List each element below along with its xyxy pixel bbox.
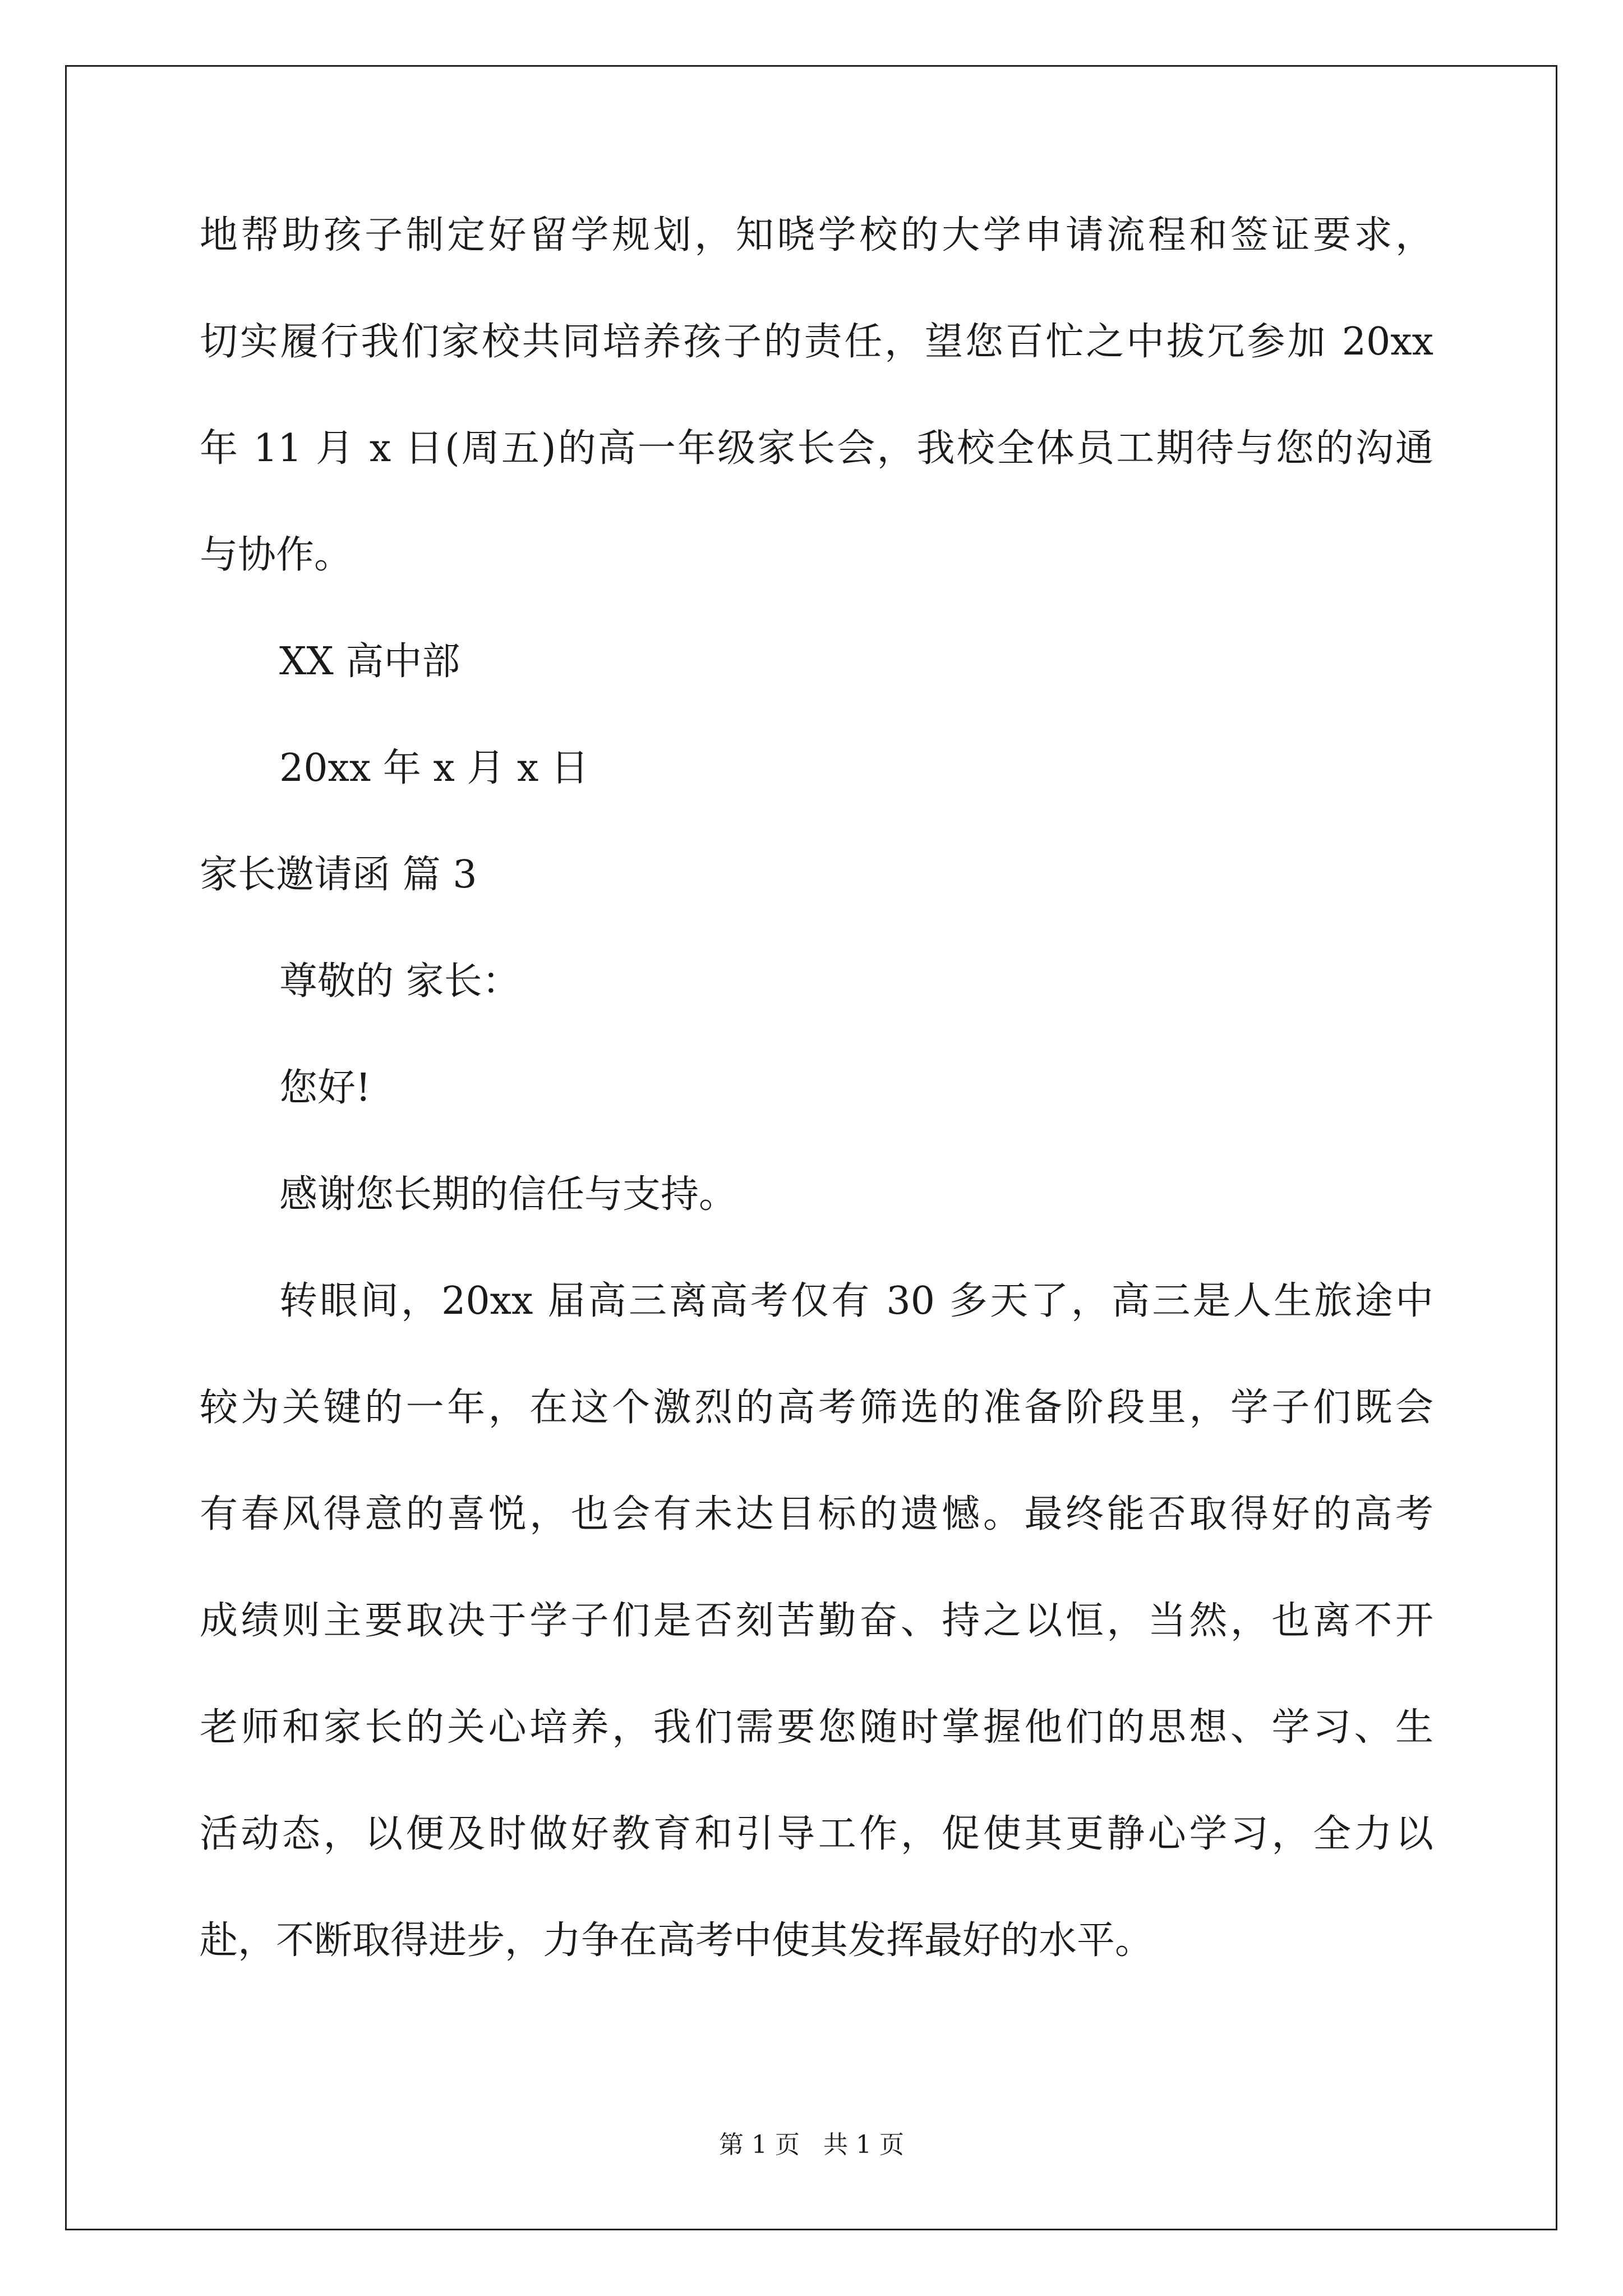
page-footer: 第 1 页 共 1 页 bbox=[719, 2131, 904, 2159]
signature-date: 20xx 年 x 月 x 日 bbox=[279, 746, 589, 790]
paragraph-line: 有春风得意的喜悦，也会有未达目标的遗憾。最终能否取得好的高考 bbox=[200, 1492, 1433, 1536]
paragraph-line: 较为关键的一年，在这个激烈的高考筛选的准备阶段里，学子们既会 bbox=[200, 1386, 1433, 1430]
signature-organization: XX 高中部 bbox=[279, 639, 460, 684]
greeting: 您好! bbox=[279, 1066, 371, 1110]
paragraph-line: 老师和家长的关心培养，我们需要您随时掌握他们的思想、学习、生 bbox=[200, 1705, 1433, 1750]
paragraph-line: 年 11 月 x 日(周五)的高一年级家长会，我校全体员工期待与您的沟通 bbox=[200, 426, 1433, 471]
paragraph-line: 转眼间，20xx 届高三离高考仅有 30 多天了，高三是人生旅途中 bbox=[279, 1279, 1433, 1323]
paragraph-line: 活动态，以便及时做好教育和引导工作，促使其更静心学习，全力以 bbox=[200, 1812, 1433, 1856]
paragraph-line: 成绩则主要取决于学子们是否刻苦勤奋、持之以恒，当然，也离不开 bbox=[200, 1599, 1433, 1643]
paragraph-line: 切实履行我们家校共同培养孩子的责任，望您百忙之中拔冗参加 20xx bbox=[200, 320, 1433, 364]
section-heading: 家长邀请函 篇 3 bbox=[200, 853, 477, 897]
paragraph-line: 感谢您长期的信任与支持。 bbox=[279, 1172, 737, 1217]
paragraph-line: 赴，不断取得进步，力争在高考中使其发挥最好的水平。 bbox=[200, 1918, 1154, 1963]
page-border bbox=[65, 65, 1557, 2230]
paragraph-line: 地帮助孩子制定好留学规划，知晓学校的大学申请流程和签证要求， bbox=[200, 213, 1433, 257]
paragraph-line: 与协作。 bbox=[200, 533, 353, 577]
salutation: 尊敬的 家长： bbox=[279, 959, 520, 1004]
